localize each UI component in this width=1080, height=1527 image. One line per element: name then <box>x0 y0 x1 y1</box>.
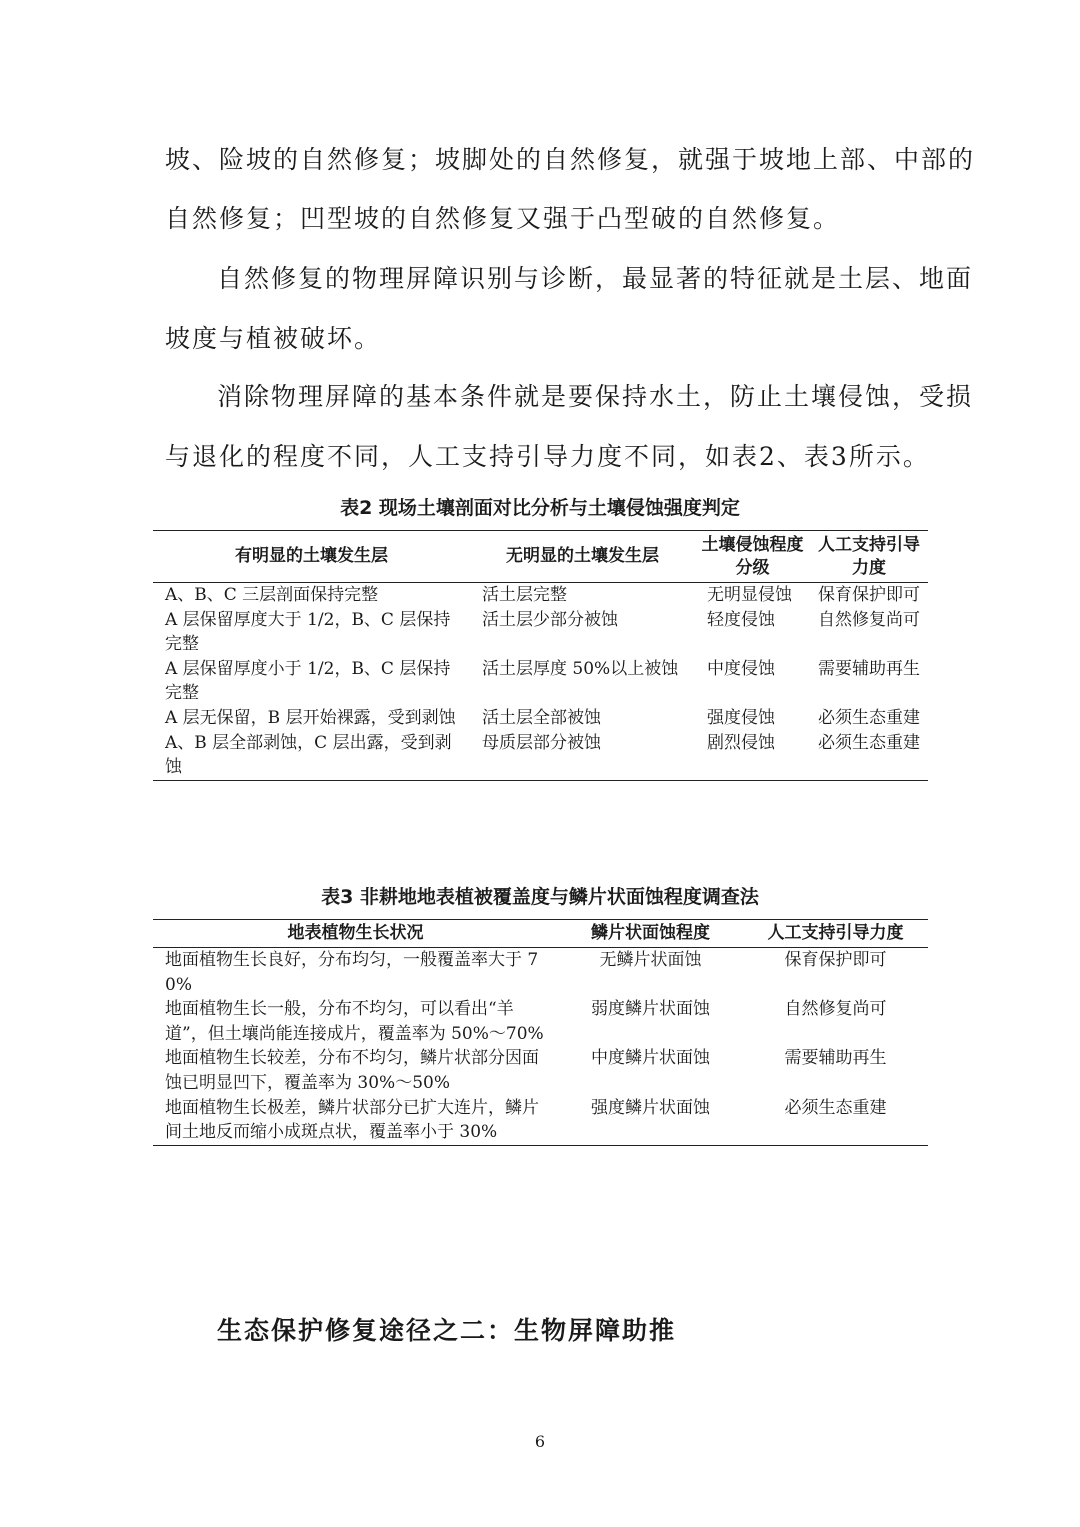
table3-cell: 地面植物生长极差，鳞片状部分已扩大连片，鳞片间土地反而缩小成斑点状，覆盖率小于 30% <box>165 1097 539 1143</box>
table3-row <box>153 1046 928 1095</box>
table2-cell: A 层无保留，B 层开始裸露，受到剥蚀 <box>165 707 456 728</box>
table2-row <box>153 731 928 781</box>
paragraph-3-line-1: 消除物理屏障的基本条件就是要保持水土，防止土壤侵蚀，受损 <box>217 382 974 411</box>
table2-cell: 无明显侵蚀 <box>707 585 792 605</box>
table3-cell: 中度鳞片状面蚀 <box>591 1048 710 1069</box>
table3-cell: 弱度鳞片状面蚀 <box>591 999 710 1020</box>
table3-row <box>153 948 928 998</box>
table2-header: 无明显的土壤发生层 <box>506 546 659 566</box>
table2-cell: 必须生态重建 <box>818 732 920 753</box>
table2-header-row <box>153 531 928 583</box>
table2-cell: A、B、C 三层剖面保持完整 <box>165 585 379 605</box>
table3-cell: 保育保护即可 <box>784 950 887 970</box>
table2-cell: 必须生态重建 <box>818 707 920 728</box>
table3-row <box>153 1096 928 1146</box>
table2-header: 人工支持引导力度 <box>818 534 920 578</box>
table3 <box>153 919 928 1146</box>
table2-row <box>153 583 928 608</box>
table2-cell: 自然修复尚可 <box>818 609 920 630</box>
table2-cell: A 层保留厚度小于 1/2，B、C 层保持完整 <box>165 658 451 704</box>
table2-caption: 表2 现场土壤剖面对比分析与土壤侵蚀强度判定 <box>340 497 740 519</box>
table3-cell: 无鳞片状面蚀 <box>599 950 702 970</box>
table2-header: 土壤侵蚀程度分级 <box>701 534 804 578</box>
table2-cell: 活土层全部被蚀 <box>482 707 601 728</box>
table3-header: 人工支持引导力度 <box>767 923 904 943</box>
section-heading: 生态保护修复途径之二：生物屏障助推 <box>217 1316 677 1345</box>
paragraph-1-line-2: 自然修复；凹型坡的自然修复又强于凸型破的自然修复。 <box>165 204 841 233</box>
table3-caption: 表3 非耕地地表植被覆盖度与鳞片状面蚀程度调查法 <box>321 886 759 908</box>
table2-cell: 轻度侵蚀 <box>707 609 775 630</box>
table3-cell: 地面植物生长一般，分布不均匀，可以看出“羊道”，但土壤尚能连接成片，覆盖率为 50%～70% <box>165 999 544 1044</box>
table3-cell: 需要辅助再生 <box>784 1048 887 1069</box>
table2-cell: 活土层少部分被蚀 <box>482 609 618 630</box>
table2-cell: A、B 层全部剥蚀，C 层出露，受到剥蚀 <box>165 732 452 778</box>
table3-header: 地表植物生长状况 <box>287 923 424 943</box>
table2-cell: 中度侵蚀 <box>707 658 775 679</box>
table2-cell: A 层保留厚度大于 1/2，B、C 层保持完整 <box>165 609 451 655</box>
table3-cell: 地面植物生长良好，分布均匀，一般覆盖率大于 70% <box>165 950 539 995</box>
table3-cell: 地面植物生长较差，分布不均匀，鳞片状部分因面蚀已明显凹下，覆盖率为 30%～50% <box>165 1048 539 1093</box>
table2-cell: 母质层部分被蚀 <box>482 732 601 753</box>
table2-cell: 活土层厚度 50%以上被蚀 <box>482 658 679 679</box>
table2-cell: 需要辅助再生 <box>818 658 920 679</box>
table3-row <box>153 997 928 1046</box>
paragraph-2-line-2: 坡度与植被破坏。 <box>165 324 382 353</box>
paragraph-1-line-1: 坡、险坡的自然修复；坡脚处的自然修复，就强于坡地上部、中部的 <box>165 145 976 174</box>
table2-row <box>153 706 928 731</box>
table2-cell: 强度侵蚀 <box>707 707 775 728</box>
paragraph-2-line-1: 自然修复的物理屏障识别与诊断，最显著的特征就是土层、地面 <box>217 264 974 293</box>
table3-header: 鳞片状面蚀程度 <box>591 923 710 943</box>
table3-cell: 必须生态重建 <box>784 1097 887 1118</box>
table3-cell: 自然修复尚可 <box>784 999 887 1020</box>
table2-cell: 保育保护即可 <box>818 585 920 605</box>
table2-row <box>153 608 928 657</box>
paragraph-3-line-2: 与退化的程度不同，人工支持引导力度不同，如表2、表3所示。 <box>165 442 930 471</box>
table2-cell: 活土层完整 <box>482 585 567 605</box>
table2-row <box>153 657 928 706</box>
page-number: 6 <box>534 1432 546 1451</box>
table2-cell: 剧烈侵蚀 <box>707 732 775 753</box>
table3-header-row <box>153 920 928 948</box>
table2 <box>153 530 928 781</box>
table3-cell: 强度鳞片状面蚀 <box>591 1097 710 1118</box>
table2-header: 有明显的土壤发生层 <box>235 546 388 566</box>
